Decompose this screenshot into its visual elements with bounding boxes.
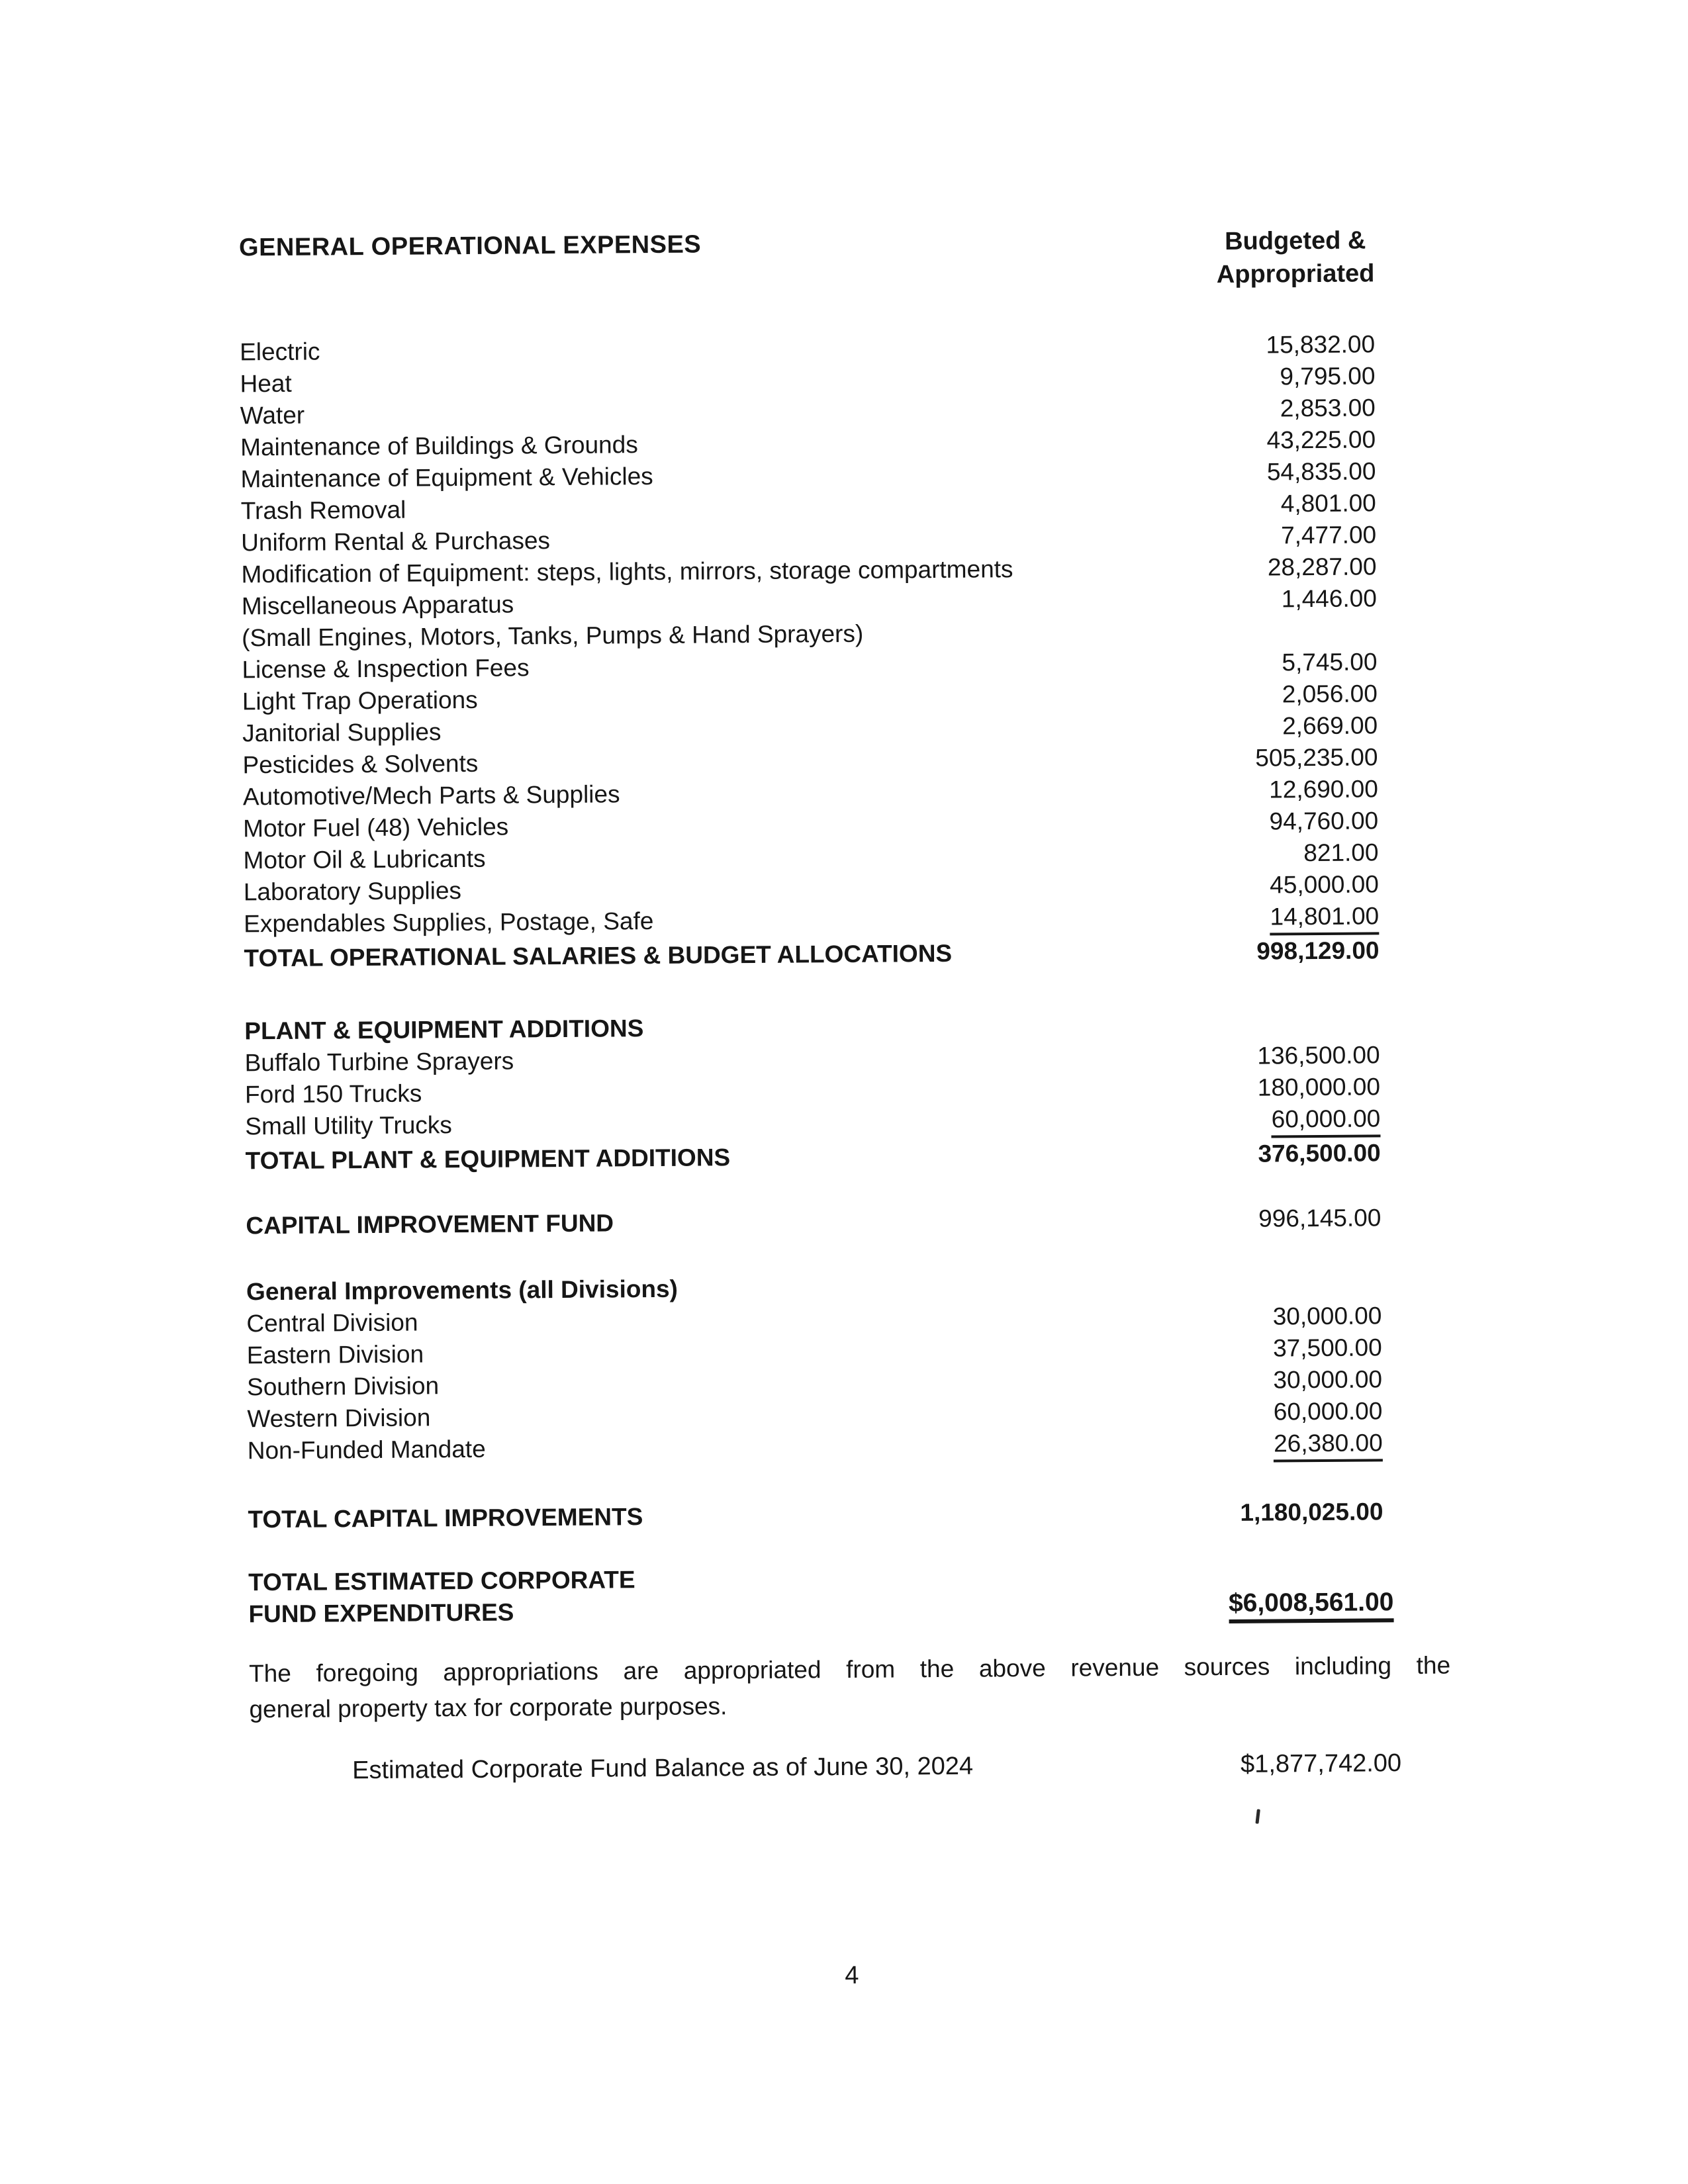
line-item-value: 7,477.00 [1280,521,1377,549]
line-item-label: Janitorial Supplies [242,718,442,747]
line-item-label: Non-Funded Mandate [247,1435,486,1465]
line-item-value: 94,760.00 [1269,807,1379,835]
page-title: GENERAL OPERATIONAL EXPENSES [238,230,702,262]
line-item-label: Ford 150 Trucks [244,1079,422,1109]
line-item-value: 60,000.00 [1273,1397,1383,1426]
total-label-line2: FUND EXPENDITURES [248,1598,514,1628]
grand-total-value: $6,008,561.00 [1229,1586,1394,1623]
line-item-value: 45,000.00 [1270,870,1379,899]
line-item-label: (Small Engines, Motors, Tanks, Pumps & Hand Sprayers) [242,619,864,652]
line-item-value: 26,380.00 [1274,1427,1383,1462]
line-item-label: Small Utility Trucks [245,1111,452,1140]
line-item-value: 2,669.00 [1282,711,1378,740]
line-item-value: 136,500.00 [1257,1041,1380,1069]
fund-balance-label: Estimated Corporate Fund Balance as of June 30, 2024 [352,1752,974,1785]
total-value: 1,180,025.00 [1240,1498,1383,1526]
line-item-label: Pesticides & Solvents [242,749,479,779]
line-item-value: 15,832.00 [1266,330,1376,359]
line-item-label: Expendables Supplies, Postage, Safe [244,907,654,938]
line-item-value: 996,145.00 [1258,1204,1382,1232]
line-item-label: Western Division [247,1404,431,1433]
line-item-value: 28,287.00 [1267,553,1377,581]
total-label [248,1564,635,1630]
line-item-label: Buffalo Turbine Sprayers [244,1047,514,1077]
line-item-value: 12,690.00 [1269,775,1378,803]
line-item-label: License & Inspection Fees [242,654,530,684]
line-item-value: 505,235.00 [1255,743,1378,772]
paragraph-line2: general property tax for corporate purposes. [249,1692,727,1723]
line-item-value: 4,801.00 [1280,489,1376,518]
line-item-label: Heat [240,369,292,398]
amount-column-header-line1: Budgeted & [1225,226,1366,255]
page-number: 4 [845,1961,859,1990]
plant-equipment-section [244,1007,1447,1177]
total-label: TOTAL PLANT & EQUIPMENT ADDITIONS [245,1144,731,1175]
line-item-label: Southern Division [246,1372,440,1401]
line-item-label: Automotive/Mech Parts & Supplies [242,780,620,811]
section-heading: CAPITAL IMPROVEMENT FUND [246,1209,614,1240]
amount-column-header [1216,224,1374,291]
line-item-value: 2,853.00 [1280,394,1376,422]
line-item-value: 9,795.00 [1280,362,1376,390]
total-capital-improvements-section [248,1496,1449,1536]
total-value: 376,500.00 [1258,1139,1381,1167]
general-improvements-section [246,1268,1449,1470]
section-heading: PLANT & EQUIPMENT ADDITIONS [244,1015,644,1045]
line-item-label: Electric [240,338,320,366]
line-item-value: 1,446.00 [1281,584,1377,613]
line-item-label: Central Division [246,1308,418,1338]
line-item-value: 2,056.00 [1282,680,1378,708]
line-item-value: 5,745.00 [1282,648,1378,676]
line-item-label: Modification of Equipment: steps, lights, mirrors, storage compartments [241,555,1013,588]
line-item-value: 30,000.00 [1273,1365,1383,1394]
paragraph-line1: The foregoing appropriations are appropriated from the above revenue sources including the [248,1651,1451,1688]
page-content [239,224,1453,1995]
capital-improvement-fund-section [246,1202,1447,1242]
total-label-line1: TOTAL ESTIMATED CORPORATE [248,1566,635,1596]
operational-expenses-list [240,328,1446,975]
appropriations-paragraph [249,1648,1451,1728]
line-item-label: Uniform Rental & Purchases [241,527,551,557]
total-estimated-corporate-row [248,1559,1450,1631]
line-item-label: Trash Removal [240,496,406,525]
total-label: TOTAL CAPITAL IMPROVEMENTS [248,1503,643,1533]
line-item-value: 30,000.00 [1272,1302,1382,1330]
line-item-value: 43,225.00 [1266,426,1376,454]
line-item-label: Maintenance of Equipment & Vehicles [240,462,653,493]
line-item-value: 14,801.00 [1270,900,1379,935]
total-value: 998,129.00 [1256,936,1380,965]
line-item-label: Light Trap Operations [242,686,478,715]
line-item-value: 60,000.00 [1272,1103,1381,1138]
line-item-label: Water [240,401,305,430]
total-capital-improvements-row [248,1496,1449,1536]
section-heading: General Improvements (all Divisions) [246,1275,679,1306]
line-item-label: Motor Oil & Lubricants [243,844,486,874]
page-header [239,224,1441,298]
line-item-label: Motor Fuel (48) Vehicles [243,813,509,842]
capital-improvement-fund-row [246,1202,1447,1242]
fund-balance-value: $1,877,742.00 [1240,1749,1402,1778]
line-item-label: Laboratory Supplies [243,877,462,906]
line-item-value: 54,835.00 [1266,457,1376,486]
line-item-label: Miscellaneous Apparatus [241,590,514,620]
total-label: TOTAL OPERATIONAL SALARIES & BUDGET ALLOCATIONS [244,939,953,972]
amount-column-header-line2: Appropriated [1216,259,1375,289]
line-item-label: Maintenance of Buildings & Grounds [240,431,638,461]
line-item-value: 821.00 [1303,839,1379,867]
line-item-value: 37,500.00 [1272,1334,1382,1362]
fund-balance-row [250,1747,1451,1788]
line-item-label: Eastern Division [246,1340,424,1369]
line-item-value: 180,000.00 [1257,1073,1381,1101]
